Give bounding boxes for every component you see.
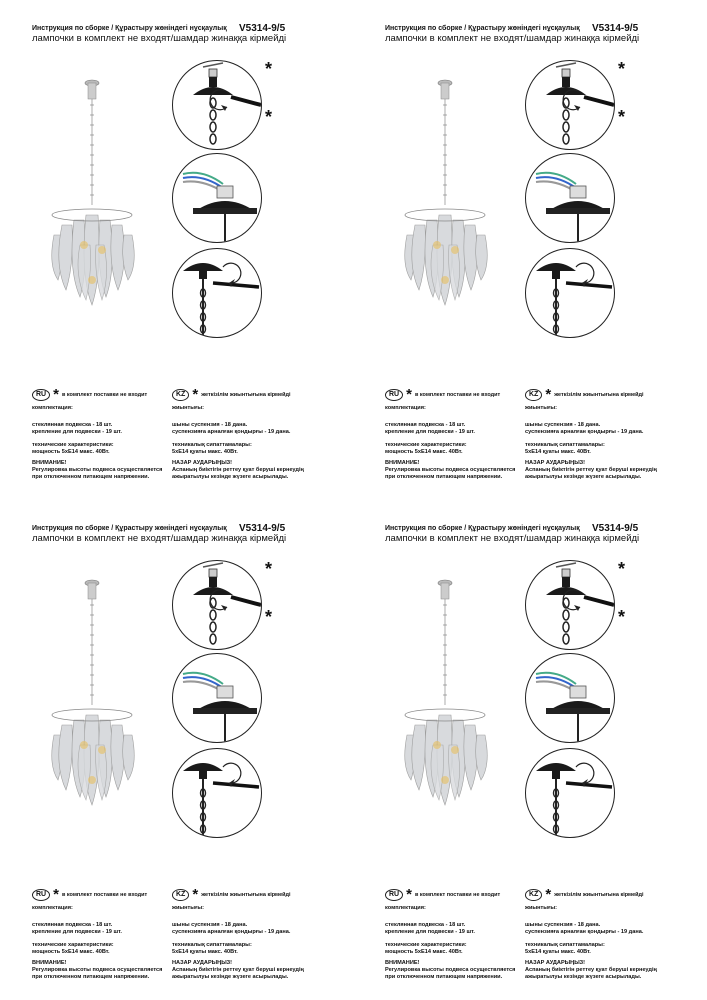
ru-warning-heading: ВНИМАНИЕ! bbox=[385, 460, 420, 466]
asterisk-icon: * bbox=[618, 59, 626, 79]
ru-warning-line: при отключенном питающем напряжении. bbox=[385, 974, 503, 980]
asterisk-icon: * bbox=[265, 559, 273, 579]
kz-kit-line: суспензияға арналған қондырғы - 19 дана. bbox=[172, 929, 291, 935]
asterisk-icon: * bbox=[545, 386, 552, 403]
asterisk-icon: * bbox=[618, 559, 626, 579]
asterisk-icon: * bbox=[192, 386, 199, 403]
ru-spec-heading: технические характеристики: bbox=[32, 442, 114, 448]
ru-kit-heading: комплектация: bbox=[32, 905, 73, 911]
asterisk-icon: * bbox=[265, 59, 273, 79]
kz-warning-heading: НАЗАР АУДАРЫҢЫЗ! bbox=[525, 960, 586, 966]
instruction-sheet bbox=[353, 500, 706, 1000]
step-2-wiring bbox=[172, 653, 262, 743]
kz-warning-line: ажыратылуы кезінде жүзеге асырылады. bbox=[172, 974, 289, 980]
ru-language-badge: RU bbox=[385, 889, 403, 901]
kz-kit-line: шыны суспензия - 18 дана. bbox=[172, 922, 248, 928]
asterisk-icon: * bbox=[53, 886, 59, 903]
ru-warning-heading: ВНИМАНИЕ! bbox=[385, 960, 420, 966]
step-3-adjust-height bbox=[172, 248, 262, 338]
kz-spec-line: 5хЕ14 қуаты макс. 40Вт. bbox=[172, 449, 238, 455]
instruction-title: Инструкция по сборке / Құрастыру жөніндегі нұсқаулық bbox=[32, 25, 227, 32]
ru-language-badge: RU bbox=[32, 389, 50, 401]
ru-star-legend bbox=[385, 886, 501, 903]
ru-star-legend bbox=[32, 886, 148, 903]
asterisk-icon: * bbox=[265, 107, 273, 127]
ru-star-legend bbox=[32, 386, 148, 403]
kz-spec-heading: техникалық сипаттамалары: bbox=[525, 942, 605, 948]
ru-spec-line: мощность 5хЕ14 макс. 40Вт. bbox=[385, 449, 463, 455]
ru-language-badge: RU bbox=[385, 389, 403, 401]
asterisk-icon: * bbox=[545, 886, 552, 903]
ru-not-included-note: в комплект поставки не входит bbox=[61, 892, 148, 898]
ru-spec-heading: технические характеристики: bbox=[385, 442, 467, 448]
kz-not-included-note: жеткізілім жиынтығына кірмейді bbox=[554, 392, 644, 398]
bulbs-not-included-note: лампочки в комплект не входят/шамдар жинаққа кірмейді bbox=[385, 533, 640, 544]
kz-language-badge: KZ bbox=[172, 889, 189, 901]
ru-kit-line: крепление для подвески - 19 шт. bbox=[385, 929, 475, 935]
kz-spec-line: 5хЕ14 қуаты макс. 40Вт. bbox=[172, 949, 238, 955]
ru-kit-heading: комплектация: bbox=[32, 405, 73, 411]
kz-not-included-note: жеткізілім жиынтығына кірмейді bbox=[554, 892, 644, 898]
kz-warning-heading: НАЗАР АУДАРЫҢЫЗ! bbox=[172, 460, 233, 466]
step-2-wiring bbox=[525, 153, 615, 243]
kz-kit-line: суспензияға арналған қондырғы - 19 дана. bbox=[172, 429, 291, 435]
kz-warning-line: ажыратылуы кезінде жүзеге асырылады. bbox=[525, 974, 642, 980]
kz-star-legend bbox=[172, 386, 291, 403]
kz-kit-heading: жиынтығы: bbox=[525, 405, 558, 411]
ru-language-badge: RU bbox=[32, 889, 50, 901]
ru-not-included-note: в комплект поставки не входит bbox=[414, 392, 501, 398]
bulbs-not-included-note: лампочки в комплект не входят/шамдар жинаққа кірмейді bbox=[32, 33, 287, 44]
bulbs-not-included-note: лампочки в комплект не входят/шамдар жинаққа кірмейді bbox=[385, 33, 640, 44]
instruction-title: Инструкция по сборке / Құрастыру жөніндегі нұсқаулық bbox=[385, 25, 580, 32]
kz-warning-line: Аспаның биіктігін реттеу қуат беруші кернеудің bbox=[172, 467, 304, 473]
model-code: V5314-9/5 bbox=[239, 523, 286, 534]
instruction-sheet bbox=[0, 0, 353, 500]
step-1-ceiling-canopy bbox=[525, 560, 615, 650]
kz-warning-line: Аспаның биіктігін реттеу қуат беруші кернеудің bbox=[525, 967, 657, 973]
ru-not-included-note: в комплект поставки не входит bbox=[61, 392, 148, 398]
chandelier-illustration bbox=[397, 75, 497, 325]
ru-warning-line: при отключенном питающем напряжении. bbox=[385, 474, 503, 480]
kz-kit-heading: жиынтығы: bbox=[172, 905, 205, 911]
model-code: V5314-9/5 bbox=[239, 23, 286, 34]
ru-warning-heading: ВНИМАНИЕ! bbox=[32, 460, 67, 466]
kz-warning-line: Аспаның биіктігін реттеу қуат беруші кернеудің bbox=[172, 967, 304, 973]
kz-specs bbox=[172, 405, 342, 481]
kz-star-legend bbox=[525, 886, 644, 903]
ru-spec-line: мощность 5хЕ14 макс. 40Вт. bbox=[32, 449, 110, 455]
ru-spec-heading: технические характеристики: bbox=[32, 942, 114, 948]
ru-kit-line: стеклянная подвеска - 18 шт. bbox=[385, 422, 466, 428]
kz-specs bbox=[525, 405, 695, 481]
kz-warning-line: ажыратылуы кезінде жүзеге асырылады. bbox=[525, 474, 642, 480]
chandelier-illustration bbox=[44, 575, 144, 825]
kz-warning-line: Аспаның биіктігін реттеу қуат беруші кернеудің bbox=[525, 467, 657, 473]
model-code: V5314-9/5 bbox=[592, 523, 639, 534]
asterisk-icon: * bbox=[53, 386, 59, 403]
ru-kit-line: крепление для подвески - 19 шт. bbox=[32, 429, 122, 435]
ru-warning-line: Регулировка высоты подвеса осуществляется bbox=[385, 967, 516, 973]
kz-warning-heading: НАЗАР АУДАРЫҢЫЗ! bbox=[525, 460, 586, 466]
kz-spec-line: 5хЕ14 қуаты макс. 40Вт. bbox=[525, 949, 591, 955]
ru-not-included-note: в комплект поставки не входит bbox=[414, 892, 501, 898]
ru-kit-line: стеклянная подвеска - 18 шт. bbox=[385, 922, 466, 928]
ru-warning-line: при отключенном питающем напряжении. bbox=[32, 974, 150, 980]
kz-language-badge: KZ bbox=[525, 889, 542, 901]
chandelier-illustration bbox=[397, 575, 497, 825]
kz-kit-line: шыны суспензия - 18 дана. bbox=[525, 922, 601, 928]
kz-spec-line: 5хЕ14 қуаты макс. 40Вт. bbox=[525, 449, 591, 455]
kz-specs bbox=[172, 905, 342, 981]
kz-star-legend bbox=[525, 386, 644, 403]
kz-kit-line: шыны суспензия - 18 дана. bbox=[172, 422, 248, 428]
model-code: V5314-9/5 bbox=[592, 23, 639, 34]
kz-kit-line: суспензияға арналған қондырғы - 19 дана. bbox=[525, 929, 644, 935]
kz-kit-line: шыны суспензия - 18 дана. bbox=[525, 422, 601, 428]
ru-warning-heading: ВНИМАНИЕ! bbox=[32, 960, 67, 966]
kz-warning-heading: НАЗАР АУДАРЫҢЫЗ! bbox=[172, 960, 233, 966]
asterisk-icon: * bbox=[618, 607, 626, 627]
ru-warning-line: Регулировка высоты подвеса осуществляется bbox=[32, 467, 163, 473]
kz-spec-heading: техникалық сипаттамалары: bbox=[172, 942, 252, 948]
bulbs-not-included-note: лампочки в комплект не входят/шамдар жинаққа кірмейді bbox=[32, 533, 287, 544]
step-1-ceiling-canopy bbox=[172, 60, 262, 150]
kz-language-badge: KZ bbox=[525, 389, 542, 401]
kz-spec-heading: техникалық сипаттамалары: bbox=[172, 442, 252, 448]
ru-kit-heading: комплектация: bbox=[385, 905, 426, 911]
ru-spec-line: мощность 5хЕ14 макс. 40Вт. bbox=[385, 949, 463, 955]
kz-kit-line: суспензияға арналған қондырғы - 19 дана. bbox=[525, 429, 644, 435]
kz-star-legend bbox=[172, 886, 291, 903]
step-1-ceiling-canopy bbox=[525, 60, 615, 150]
ru-warning-line: Регулировка высоты подвеса осуществляется bbox=[32, 967, 163, 973]
ru-kit-line: стеклянная подвеска - 18 шт. bbox=[32, 422, 113, 428]
ru-spec-line: мощность 5хЕ14 макс. 40Вт. bbox=[32, 949, 110, 955]
ru-kit-line: крепление для подвески - 19 шт. bbox=[32, 929, 122, 935]
instruction-sheet bbox=[353, 0, 706, 500]
kz-not-included-note: жеткізілім жиынтығына кірмейді bbox=[201, 892, 291, 898]
asterisk-icon: * bbox=[192, 886, 199, 903]
step-3-adjust-height bbox=[172, 748, 262, 838]
asterisk-icon: * bbox=[265, 607, 273, 627]
kz-kit-heading: жиынтығы: bbox=[525, 905, 558, 911]
step-3-adjust-height bbox=[525, 248, 615, 338]
instruction-title: Инструкция по сборке / Құрастыру жөніндегі нұсқаулық bbox=[32, 525, 227, 532]
kz-kit-heading: жиынтығы: bbox=[172, 405, 205, 411]
ru-warning-line: Регулировка высоты подвеса осуществляется bbox=[385, 467, 516, 473]
ru-spec-heading: технические характеристики: bbox=[385, 942, 467, 948]
asterisk-icon: * bbox=[618, 107, 626, 127]
ru-kit-heading: комплектация: bbox=[385, 405, 426, 411]
step-2-wiring bbox=[525, 653, 615, 743]
ru-star-legend bbox=[385, 386, 501, 403]
ru-warning-line: при отключенном питающем напряжении. bbox=[32, 474, 150, 480]
chandelier-illustration bbox=[44, 75, 144, 325]
asterisk-icon: * bbox=[406, 886, 412, 903]
kz-spec-heading: техникалық сипаттамалары: bbox=[525, 442, 605, 448]
ru-kit-line: крепление для подвески - 19 шт. bbox=[385, 429, 475, 435]
kz-specs bbox=[525, 905, 695, 981]
step-1-ceiling-canopy bbox=[172, 560, 262, 650]
kz-language-badge: KZ bbox=[172, 389, 189, 401]
instruction-sheet bbox=[0, 500, 353, 1000]
step-2-wiring bbox=[172, 153, 262, 243]
asterisk-icon: * bbox=[406, 386, 412, 403]
ru-kit-line: стеклянная подвеска - 18 шт. bbox=[32, 922, 113, 928]
instruction-title: Инструкция по сборке / Құрастыру жөніндегі нұсқаулық bbox=[385, 525, 580, 532]
kz-not-included-note: жеткізілім жиынтығына кірмейді bbox=[201, 392, 291, 398]
step-3-adjust-height bbox=[525, 748, 615, 838]
kz-warning-line: ажыратылуы кезінде жүзеге асырылады. bbox=[172, 474, 289, 480]
